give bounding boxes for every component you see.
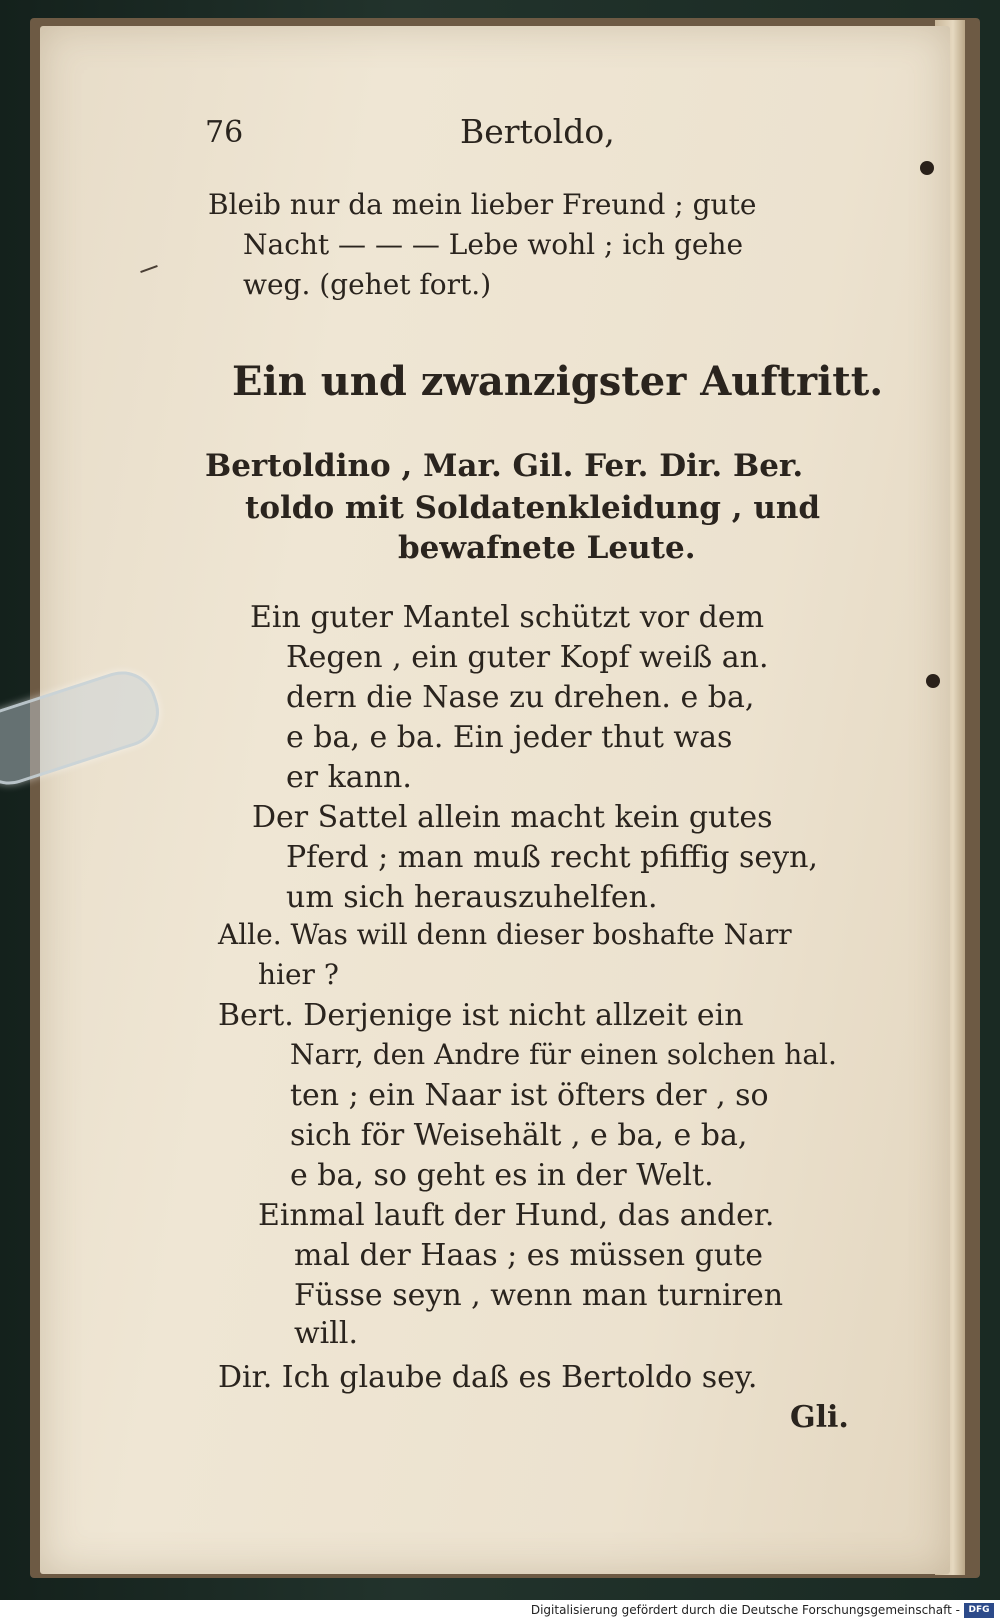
text-line: Bleib nur da mein lieber Freund ; gute bbox=[208, 188, 757, 221]
text-line: hier ? bbox=[258, 958, 339, 991]
text-line: will. bbox=[294, 1316, 358, 1351]
cast-line: toldo mit Soldatenkleidung , und bbox=[245, 490, 821, 526]
text-line: Ein guter Mantel schützt vor dem bbox=[250, 600, 765, 635]
text-line: Regen , ein guter Kopf weiß an. bbox=[286, 640, 769, 675]
text-line: er kann. bbox=[286, 760, 412, 795]
text-line: Narr, den Andre für einen solchen hal. bbox=[290, 1038, 837, 1071]
text-line: Alle. Was will denn dieser boshafte Narr bbox=[218, 918, 792, 951]
text-line: Einmal lauft der Hund, das ander. bbox=[258, 1198, 775, 1233]
text-line: ten ; ein Naar ist öfters der , so bbox=[290, 1078, 769, 1113]
scene-heading: Ein und zwanzigster Auftritt. bbox=[232, 358, 884, 405]
text-line: Füsse seyn , wenn man turniren bbox=[294, 1278, 784, 1313]
cast-line: Bertoldino , Mar. Gil. Fer. Dir. Ber. bbox=[205, 448, 804, 484]
text-line: Dir. Ich glaube daß es Bertoldo sey. bbox=[218, 1360, 758, 1395]
text-line: e ba, so geht es in der Welt. bbox=[290, 1158, 714, 1193]
text-line: weg. (gehet fort.) bbox=[243, 268, 492, 301]
footer-credit: Digitalisierung gefördert durch die Deutsche Forschungsgemeinschaft - bbox=[530, 1603, 960, 1617]
text-line: Pferd ; man muß recht pfiffig seyn, bbox=[286, 840, 818, 875]
text-line: Nacht — — — Lebe wohl ; ich gehe bbox=[243, 228, 744, 261]
page-number: 76 bbox=[205, 115, 244, 150]
text-line: Der Sattel allein macht kein gutes bbox=[252, 800, 773, 835]
text-line: sich för Weisehält , e ba, e ba, bbox=[290, 1118, 748, 1153]
binding-hole bbox=[926, 674, 940, 688]
text-line: e ba, e ba. Ein jeder thut was bbox=[286, 720, 733, 755]
text-line: um sich herauszuhelfen. bbox=[286, 880, 658, 915]
cast-line: bewafnete Leute. bbox=[398, 530, 696, 566]
running-head: Bertoldo, bbox=[460, 112, 615, 151]
binding-hole bbox=[920, 161, 934, 175]
catchword: Gli. bbox=[790, 1400, 849, 1435]
text-line: dern die Nase zu drehen. e ba, bbox=[286, 680, 755, 715]
dfg-logo: DFG bbox=[964, 1603, 994, 1618]
text-line: Bert. Derjenige ist nicht allzeit ein bbox=[218, 998, 744, 1033]
text-line: mal der Haas ; es müssen gute bbox=[294, 1238, 763, 1273]
